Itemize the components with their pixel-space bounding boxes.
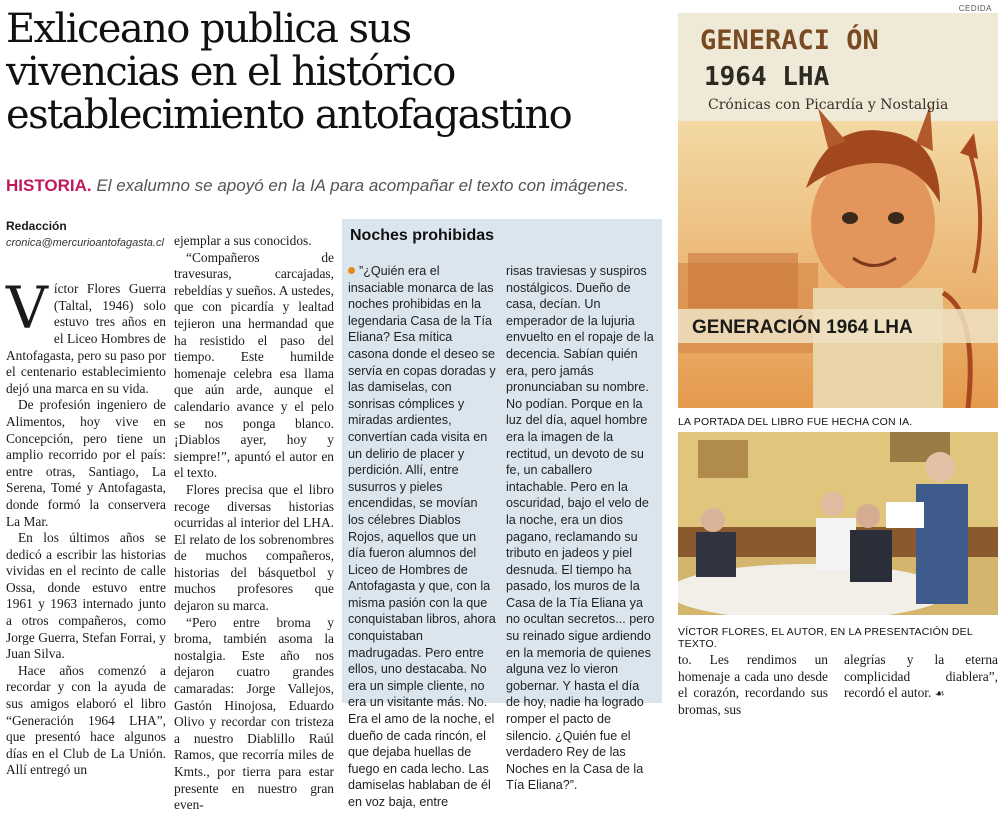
byline: Redacción bbox=[6, 219, 67, 233]
section-kicker: HISTORIA. bbox=[6, 176, 92, 195]
book-cover-image bbox=[678, 13, 998, 408]
sidebar-text-2: risas traviesas y suspiros nostálgicos. Dueño de casa, decían. Un emperador de la lujuria envuelto en el ropaje de la decencia. Sabían quién era, pero jamás pronunciaban su nombre. No podían. Porque en la luz del día, aquel hombre era la imagen de la rectitud, un devoto de su fe, un caballero intachable. Pero en la oscuridad, bajo el velo de la noche, era un dios pagano, reclamando su tributo en jadeos y piel desnuda. El tiempo ha pasado, los muros de la Casa de la Tía Eliana ya no ocultan secretos... pero su reinado sigue ardiendo en la memoria de quienes alguna vez lo vieron gobernar. Y hasta el día de hoy, nadie ha logrado romper el pacto de silencio. ¿Quién fue el verdadero Rey de las Noches en la Casa de la Tía Eliana?”. bbox=[506, 264, 655, 793]
subtitle: El exalumno se apoyó en la IA para acompañar el texto con imágenes. bbox=[96, 176, 629, 195]
paragraph: Hace años comenzó a recordar y con la ayuda de sus amigos elaboró el libro “Generación 1964 LHA”, que presentó hace algunos días en el Club de La Unión. Allí entregó un bbox=[6, 662, 166, 778]
byline-email: cronica@mercurioantofagasta.cl bbox=[6, 236, 164, 249]
sidebar-title: Noches prohibidas bbox=[350, 227, 495, 244]
cover-banner: GENERACIÓN 1964 LHA bbox=[692, 317, 913, 338]
headline-line-1: Exliceano publica sus bbox=[6, 6, 411, 52]
end-mark-icon: ☙ bbox=[934, 687, 945, 701]
paragraph: ejemplar a sus conocidos. bbox=[174, 233, 312, 248]
photo-caption: VÍCTOR FLORES, EL AUTOR, EN LA PRESENTACIÓN DEL TEXTO. bbox=[678, 626, 973, 650]
cover-title-line-1: GENERACI ÓN bbox=[700, 25, 879, 56]
sidebar-column-2 bbox=[506, 263, 656, 794]
closing-text: alegrías y la eterna complicidad diablera”, recordó el autor. bbox=[844, 652, 998, 701]
paragraph: De profesión ingeniero de Alimentos, hoy vive en Concepción, pero tiene un amplio recorrido por el país: entre otras, Santiago, La Serena, Tomé y Antofagasta, donde formó la conservera La Mar. bbox=[6, 397, 166, 529]
paragraph: En los últimos años se dedicó a escribir las historias vividas en el recinto de calle Ossa, donde estuvo entre 1961 y 1963 internado junto a otros compañeros, como Jorge Guerra, Stefan Forrai, y Juan Silva. bbox=[6, 530, 166, 662]
drop-cap: V bbox=[6, 274, 48, 343]
article-column-1 bbox=[6, 218, 166, 779]
subheadline bbox=[6, 176, 670, 196]
article-continuation-left: to. Les rendimos un homenaje a cada uno desde el corazón, recordando sus bromas, sus bbox=[678, 652, 828, 717]
paragraph-text: íctor Flores Guerra (Taltal, 1946) solo estuvo tres años en el Liceo Hombres de Antofagasta, pero su paso por el centenario establecimiento dejó una marca en su vida. bbox=[6, 281, 166, 396]
event-photo bbox=[678, 432, 998, 615]
photo-credit: CEDIDA bbox=[958, 4, 992, 13]
headline bbox=[6, 8, 666, 137]
sidebar-column-1 bbox=[348, 263, 496, 811]
sidebar-text-1: ”¿Quién era el insaciable monarca de las noches prohibidas en la legendaria Casa de la Tía Eliana? Esa mítica casona donde el deseo se servía en copas doradas y las damiselas, con sonrisas cómplices y miradas ardientes, convertían cada visita en un delirio de placer y perdición. Allí, entre susurros y pieles encendidas, se movían los célebres Diablos Rojos, aquellos que un día fueron alumnos del Liceo de Hombres de Antofagasta y que, con la misma pasión con la que conquistaban libros, ahora conquistaban madrugadas. Pero entre ellos, uno destacaba. No era un simple cliente, no era un visitante más. No. Era el amo de la noche, el dueño de cada rincón, el que dejaba huellas de fuego en cada lecho. Las damiselas hablaban de él en voz baja, entre bbox=[348, 264, 496, 809]
headline-line-3: establecimiento antofagastino bbox=[6, 92, 572, 138]
paragraph bbox=[6, 274, 166, 397]
bullet-icon bbox=[348, 267, 355, 274]
article-continuation-right bbox=[844, 652, 998, 703]
paragraph: Flores precisa que el libro recoge diversas historias ocurridas al interior del LHA. El relato de los sobrenombres de muchos compañeros, historias del básquetbol y muchos profesores que dejaron su marca. bbox=[174, 481, 334, 614]
event-photo-illustration bbox=[678, 432, 998, 615]
headline-line-2: vivencias en el histórico bbox=[6, 49, 455, 95]
paragraph: “Pero entre broma y broma, también asoma la nostalgia. Este año nos dejaron cuatro grandes camaradas: Jorge Vallejos, Gastón Hinojosa, Eduardo Olivo y recordar con tristeza a nuestro Diablillo Raúl Ramos, que recorría miles de Kmts., por tierra para estar presente en nuestro gran even- bbox=[174, 614, 334, 813]
sidebar-box bbox=[342, 219, 662, 809]
article-column-2 bbox=[174, 233, 334, 814]
paragraph: “Compañeros de travesuras, carcajadas, rebeldías y sueños. A ustedes, que con picardía y lealtad tejieron una hermandad que ha resistido el paso del tiempo. Este humilde homenaje celebra esa llama que aún arde, aunque el calendario avance y el pelo se nos ponga blanco. ¡Diablos ayer, hoy y siempre!”, apuntó el autor en el texto. bbox=[174, 249, 334, 481]
book-cover-illustration bbox=[678, 13, 998, 408]
cover-title-line-2: 1964 LHA bbox=[704, 62, 830, 92]
cover-subtitle: Crónicas con Picardía y Nostalgia bbox=[708, 97, 949, 113]
cover-caption: LA PORTADA DEL LIBRO FUE HECHA CON IA. bbox=[678, 416, 913, 428]
